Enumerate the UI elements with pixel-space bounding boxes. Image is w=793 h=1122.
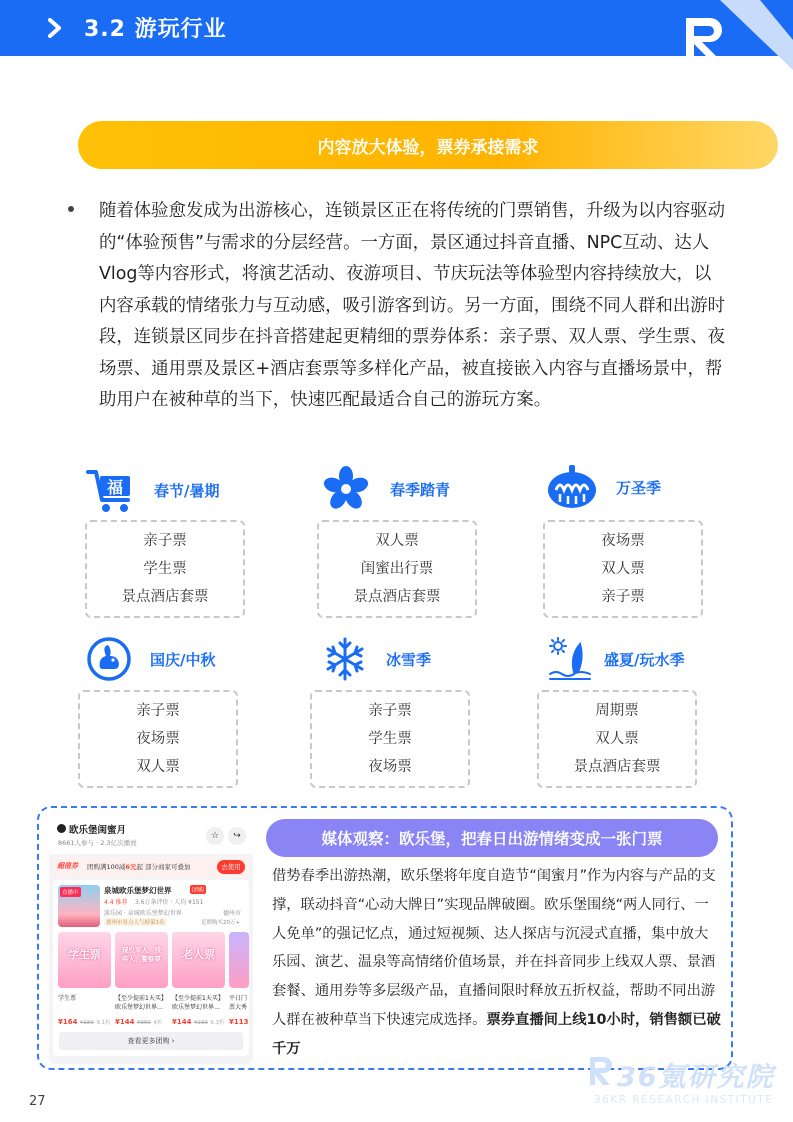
watermark-logo-icon (588, 1055, 616, 1087)
app-header (49, 818, 253, 854)
tile-caption: 【至少提前1天买】欧乐堡梦幻世界… (115, 995, 167, 1011)
tile-title: 现役军人、残疾人、警察票 (122, 946, 161, 963)
price-value: ¥164 (58, 1018, 78, 1026)
shop-rank: 德州市景点人气榜第1名 (106, 920, 165, 926)
price-original: ¥230 (193, 1020, 208, 1026)
svg-text:福: 福 (106, 478, 124, 497)
season-tickets-spring-festival (85, 520, 245, 618)
ticket-type: 景点酒店套票 (353, 589, 441, 605)
season-tickets-halloween (543, 520, 703, 618)
season-label: 春季踏青 (390, 480, 451, 499)
ticket-tile (115, 932, 168, 988)
shop-name: 泉城欧乐堡梦幻世界 (104, 886, 172, 895)
live-badge: 直播中 (60, 887, 81, 897)
tile-caption: 平日门票大秀 (229, 995, 248, 1011)
season-tickets-ice-snow (310, 690, 470, 788)
season-header-spring-outing (322, 466, 450, 512)
snowflake-icon (322, 636, 368, 682)
star-icon: ☆ (206, 827, 224, 845)
ticket-tile (58, 932, 111, 988)
coupon-tag: 超值券 (57, 862, 78, 870)
flower-icon (322, 466, 370, 512)
tile-title: 学生票 (68, 948, 101, 961)
season-label: 国庆/中秋 (150, 650, 216, 669)
header-decoration (720, 0, 793, 70)
coupon-bar (53, 857, 249, 877)
pumpkin-icon (546, 464, 598, 510)
ticket-tile (172, 932, 225, 988)
beach-icon (548, 636, 592, 682)
season-header-spring-festival (86, 466, 219, 514)
coupon-text (87, 862, 191, 871)
ticket-type: 景点酒店套票 (573, 759, 661, 775)
tile-caption: 学生票 (58, 995, 77, 1002)
shop-rating-meta: 3.6万条评价 · 人均 ¥151 (135, 899, 204, 906)
season-header-halloween (546, 464, 661, 510)
share-icon: ↪ (228, 827, 246, 845)
ticket-type: 学生票 (368, 731, 412, 747)
case-body (272, 862, 722, 1064)
brand-logo-icon (682, 14, 730, 62)
season-header-summer (548, 636, 684, 682)
season-label: 万圣季 (616, 478, 662, 497)
ticket-type: 双人票 (136, 759, 180, 775)
ticket-type: 双人票 (595, 731, 639, 747)
page-header (0, 0, 793, 56)
watermark-title: 36氪研究院 (617, 1062, 775, 1093)
shop-district: 游乐园 · 泉城欧乐堡梦幻世界 (104, 910, 182, 917)
ticket-type: 夜场票 (601, 533, 645, 549)
season-label: 冰雪季 (386, 650, 432, 669)
price-original: ¥180 (79, 1020, 94, 1026)
shop-city: 德州市 (223, 910, 242, 917)
coupon-use-button: 去使用 (217, 860, 245, 874)
price-discount: 4折 (153, 1020, 163, 1026)
ticket-type: 双人票 (375, 533, 419, 549)
douyin-logo-icon (57, 824, 66, 833)
watermark-subtitle: 36KR RESEARCH INSTITUTE (594, 1094, 774, 1106)
intro-paragraph: 随着体验愈发成为出游核心，连锁景区正在将传统的门票销售，升级为以内容驱动的“体验预售”与需求的分层经营。一方面，景区通过抖音直播、NPC互动、达人Vlog等内容形式，将演艺活动、夜游项目、节庆玩法等体验型内容持续放大，以内容承载的情绪张力与互动感，吸引游客到访。另一方面，围绕不同人群和出游时段，连锁景区同步在抖音搭建起更精细的票券体系：亲子票、双人票、学生票、夜场票、通用票及景区+酒店套票等多样化产品，被直接嵌入内容与直播场景中，帮助用户在被种草的当下，快速匹配最适合自己的游玩方案。 (99, 201, 726, 410)
season-tickets-spring-outing (317, 520, 477, 618)
ticket-type: 亲子票 (136, 703, 180, 719)
shop-tag: 团购 (192, 887, 205, 894)
ticket-type: 学生票 (143, 561, 187, 577)
tile-price (58, 1018, 111, 1026)
coupon-amount: 6元 (125, 863, 137, 871)
price-original: ¥360 (136, 1020, 151, 1026)
tile-title: 老人票 (182, 948, 215, 961)
tile-price (172, 1018, 225, 1026)
ticket-type: 亲子票 (601, 589, 645, 605)
shop-rating: 4.4 推荐 (104, 899, 128, 906)
ticket-type: 夜场票 (368, 759, 412, 775)
page-number: 27 (29, 1094, 46, 1109)
tile-price (115, 1018, 162, 1026)
season-tickets-national-day (78, 690, 238, 788)
ticket-tile (229, 932, 249, 988)
banner-text: 内容放大体验，票券承接需求 (317, 138, 539, 158)
price-value: ¥144 (172, 1018, 192, 1026)
shop-thumbnail (58, 885, 100, 927)
ticket-type: 亲子票 (368, 703, 412, 719)
section-banner (78, 121, 778, 169)
season-header-national-day (86, 636, 215, 682)
price-discount: 9.1折 (96, 1020, 111, 1026)
season-tickets-summer (537, 690, 697, 788)
price-discount: 6.3折 (210, 1020, 225, 1026)
bullet-dot (68, 206, 74, 212)
case-body-text: 借势春季出游热潮，欧乐堡将年度自造节“闺蜜月”作为内容与产品的支撑，联动抖音“心动大牌日”实现品牌破圈。欧乐堡围绕“两人同行、一人免单”的强记忆点，通过短视频、达人探店与沉浸式直播，集中放大乐园、演艺、温泉等高情绪价值场景，并在抖音同步上线双人票、景酒套餐、通用券等多层级产品，直播间限时释放五折权益，帮助不同出游人群在被种草当下快速完成选择。 (272, 868, 716, 1028)
season-label: 盛夏/玩水季 (604, 650, 685, 669)
app-page-stats: 8661人参与 · 2.3亿次播放 (58, 839, 137, 847)
more-deals-button: 查看更多团购 › (59, 1032, 243, 1050)
shop-visits: 近期购买20万+ (201, 920, 241, 926)
ticket-tiles (58, 932, 249, 990)
ticket-type: 景点酒店套票 (121, 589, 209, 605)
case-title-banner (266, 819, 718, 857)
shopping-cart-icon (86, 466, 136, 514)
coupon-text-b: 起 部分商家可叠加 (136, 863, 191, 871)
ticket-type: 闺蜜出行票 (360, 561, 434, 577)
season-header-ice-snow (322, 636, 431, 682)
coupon-text-a: 团购满100减 (87, 863, 126, 871)
rabbit-icon (86, 636, 132, 682)
ticket-type: 亲子票 (143, 533, 187, 549)
chevron-right-icon (48, 18, 62, 38)
shop-card (53, 880, 249, 1056)
tile-price: ¥113 (229, 1018, 249, 1026)
tile-caption: 【至少提前1天买】欧乐堡梦幻世界… (172, 995, 224, 1011)
case-title: 媒体观察：欧乐堡，把春日出游情绪变成一张门票 (321, 830, 663, 848)
app-screenshot (49, 818, 253, 1064)
season-label: 春节/暑期 (154, 481, 220, 500)
ticket-type: 双人票 (601, 561, 645, 577)
ticket-type: 周期票 (595, 703, 639, 719)
ticket-type: 夜场票 (136, 731, 180, 747)
app-page-name: 欧乐堡闺蜜月 (69, 825, 127, 836)
section-title: 3.2 游玩行业 (84, 17, 227, 42)
case-highlight: 票券直播间上线10小时，销售额已破千万 (272, 1011, 721, 1057)
price-value: ¥144 (115, 1018, 135, 1026)
